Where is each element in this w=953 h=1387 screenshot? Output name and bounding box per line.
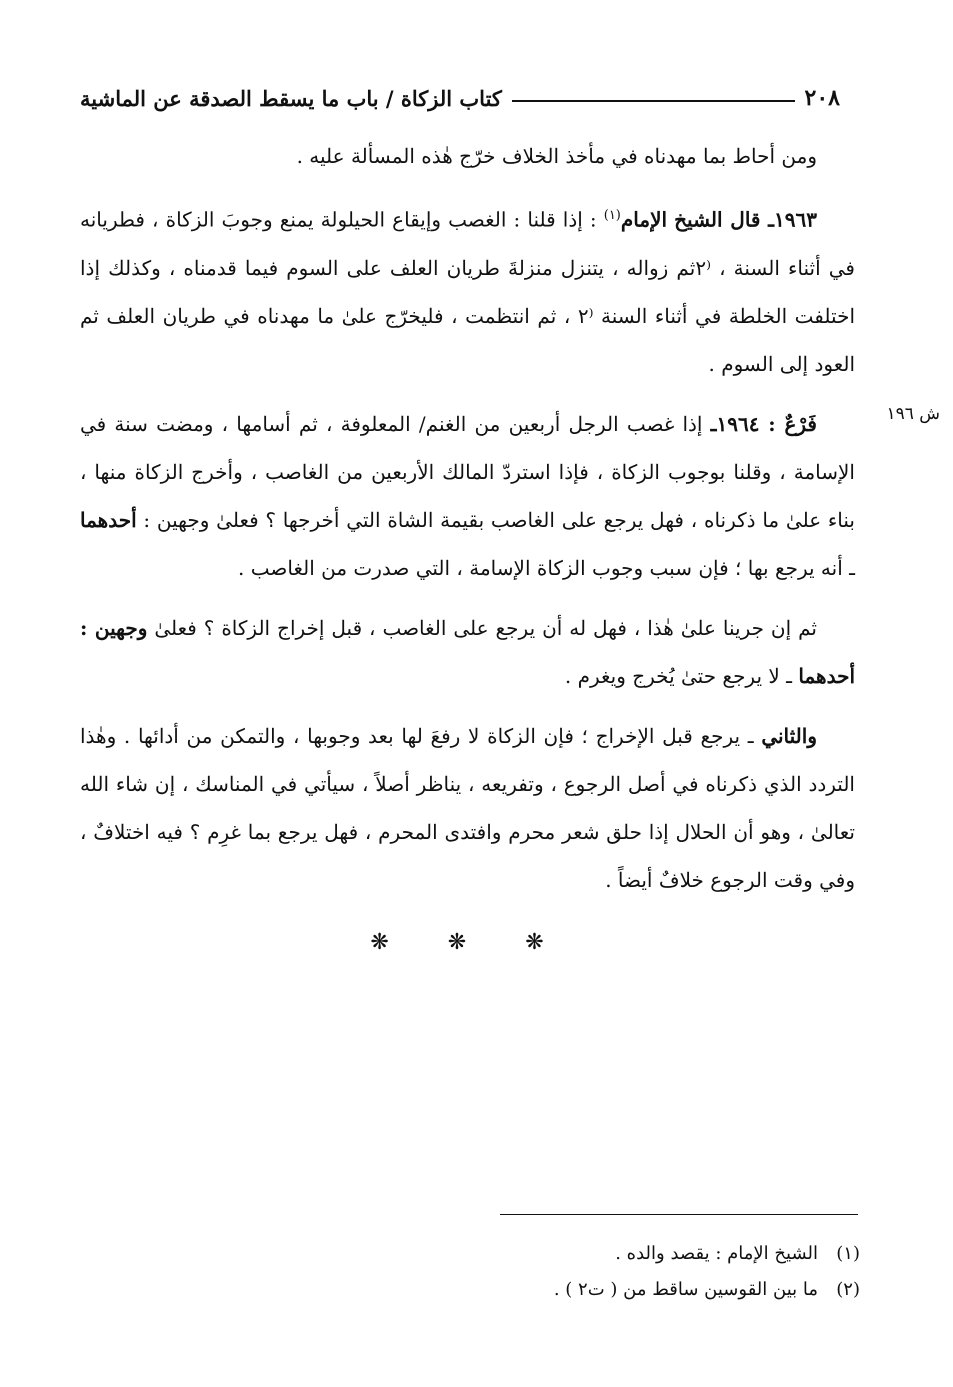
bold-term: أحدهما xyxy=(80,507,137,532)
paragraph-text-2: ـ أنه يرجع بها ؛ فإن سبب وجوب الزكاة الإسامة ، التي صدرت من الغاصب . xyxy=(238,555,855,580)
paragraph-text: ـ يرجع قبل الإخراج ؛ فإن الزكاة لا رفعَ لها بعد وجوبها ، والتمكن من أدائها . وهٰذا التردد الذي ذكرناه في أصل الرجوع ، وتفريعه ، يناظر أصلاً ، سيأتي في المناسك ، إن شاء الله تعالىٰ ، وهو أن الحلال إذا حلق شعر محرم وافتدى المحرم ، فهل يرجع بما غرِم ؟ فيه اختلافٌ ، وفي وقت الرجوع خلافٌ أيضاً . xyxy=(80,723,855,892)
page-number: ٢٠٨ xyxy=(804,85,840,111)
footnote-text: الشيخ الإمام : يقصد والده . xyxy=(615,1243,818,1264)
running-title: كتاب الزكاة / باب ما يسقط الصدقة عن الماشية xyxy=(80,85,502,111)
footnote-1 xyxy=(300,1236,860,1272)
issue-number: ١٩٦٣ـ قال الشيخ xyxy=(674,207,817,232)
section-divider-stars: ❋ ❋ ❋ xyxy=(370,930,570,955)
header-rule xyxy=(512,100,795,102)
footnote-text: ما بين القوسين ساقط من ( ت٢ ) . xyxy=(553,1279,818,1300)
issue-author: الإمام xyxy=(620,207,668,232)
bold-term: والثاني xyxy=(761,723,817,748)
footnote-rule xyxy=(500,1214,858,1215)
footnote-number: (٢) xyxy=(836,1279,860,1300)
margin-manuscript-ref: ش ١٩٦ xyxy=(886,404,940,424)
paragraph-1964 xyxy=(80,400,855,592)
paragraph-followup xyxy=(80,604,855,700)
branch-heading: فَرْعٌ : ١٩٦٤ـ xyxy=(710,411,817,436)
paragraph-text: ثم إن جرينا علىٰ هٰذا ، فهل له أن يرجع على الغاصب ، قبل إخراج الزكاة ؟ فعلىٰ xyxy=(147,615,817,640)
paragraph-text: : إذا قلنا : الغصب وإيقاع الحيلولة يمنع وجوبَ الزكاة ، فطريانه في أثناء السنة ، ⁽٢ثم زواله ، يتنزل منزلةَ طريان العلف على السوم فيما قدمناه ، وكذلك إذا اختلفت الخلطة في أثناء السنة ⁽٢ ، ثم انتظمت ، فليخرّج علىٰ ما مهدناه في طريان العلف ثم العود إلى السوم . xyxy=(80,207,856,376)
bold-term: وجهين : أحدهما xyxy=(80,615,855,688)
paragraph-text-2: ـ لا يرجع حتىٰ يُخرج ويغرم . xyxy=(564,663,799,688)
running-header xyxy=(80,80,840,116)
paragraph-text: ومن أحاط بما مهدناه في مأخذ الخلاف خرّج هٰذه المسألة عليه . xyxy=(296,144,817,168)
footnote-2 xyxy=(300,1272,860,1308)
paragraph-second-view xyxy=(80,712,855,904)
footnotes xyxy=(300,1236,860,1308)
main-text xyxy=(80,132,855,916)
paragraph-1963 xyxy=(80,192,855,388)
footnote-ref: (١) xyxy=(603,208,621,223)
paragraph-intro xyxy=(80,132,855,180)
footnote-number: (١) xyxy=(836,1243,860,1264)
paragraph-text: إذا غصب الرجل أربعين من الغنم/ المعلوفة ، ثم أسامها ، ومضت سنة في الإسامة ، وقلنا بوجوب الزكاة ، فإذا استردّ المالك الأربعين من الغاصب ، وأخرج الزكاة منها ، بناء علىٰ ما ذكرناه ، فهل يرجع على الغاصب بقيمة الشاة التي أخرجها ؟ فعلىٰ وجهين : xyxy=(80,411,855,532)
